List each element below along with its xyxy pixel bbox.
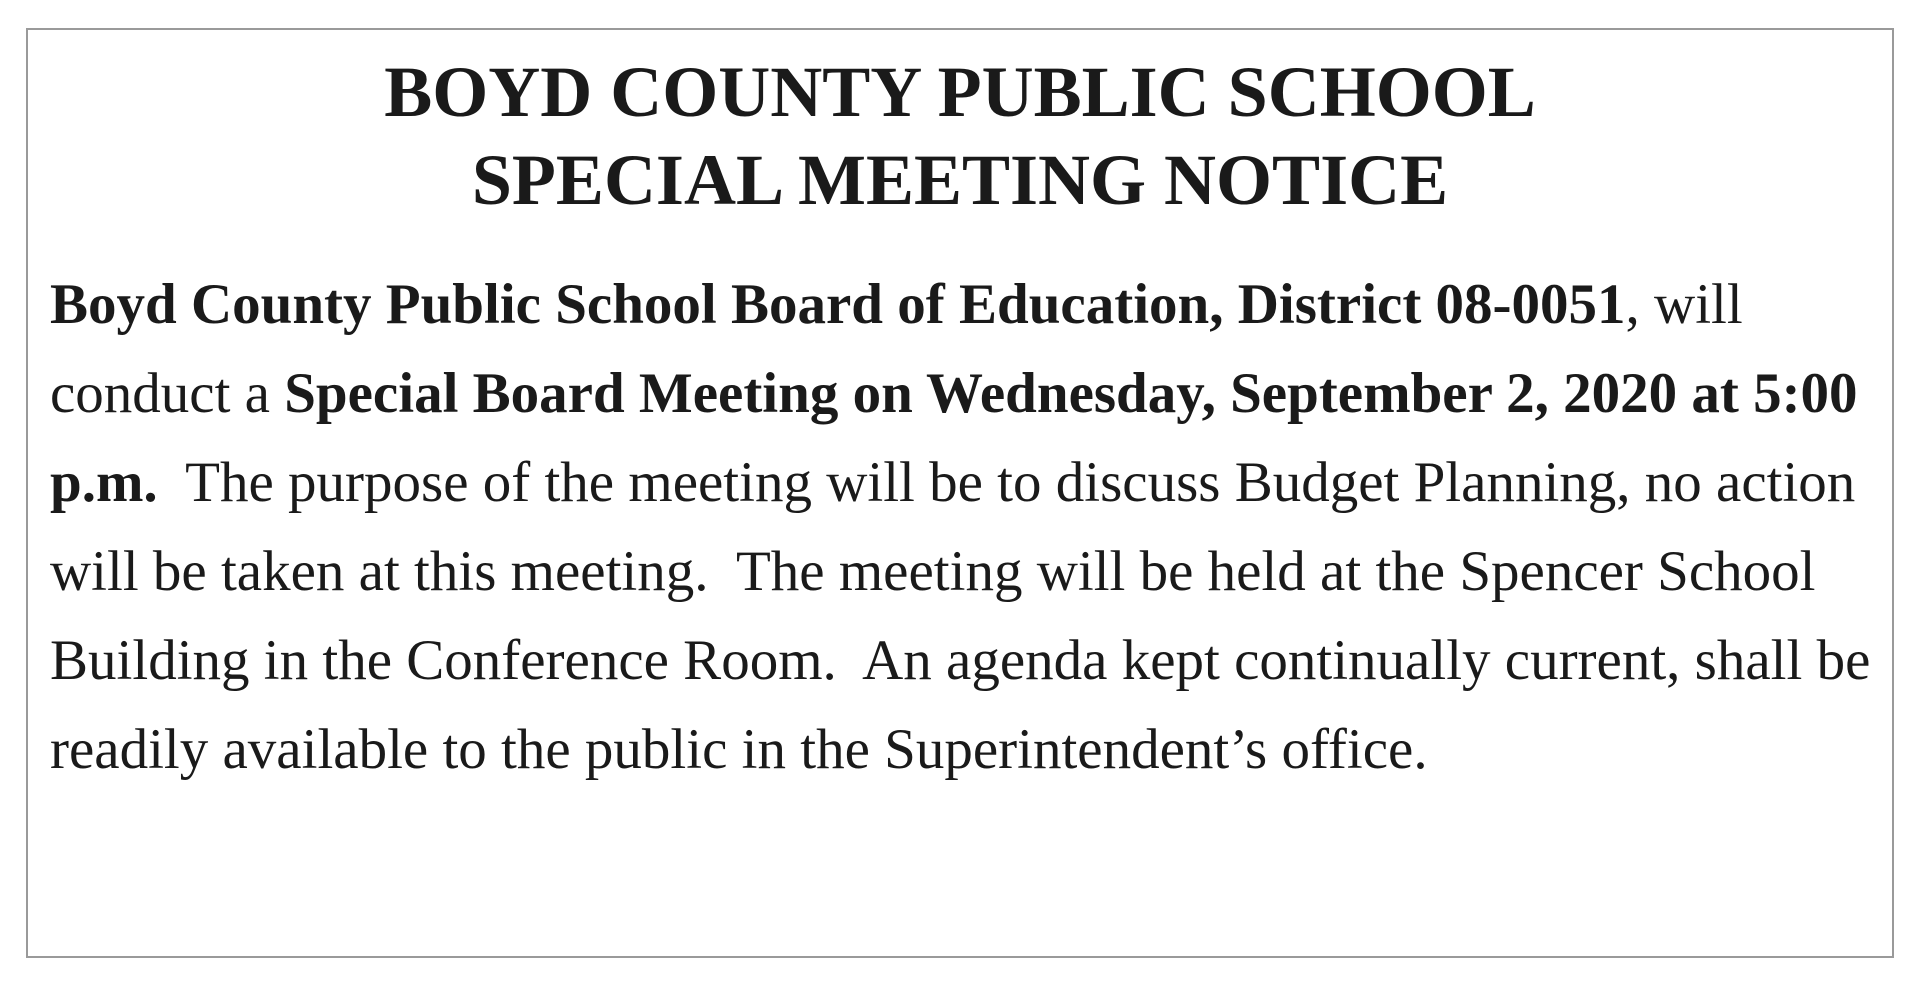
title-line-2: SPECIAL MEETING NOTICE [471,140,1449,220]
meeting-notice [26,28,1894,958]
title-line-1: BOYD COUNTY PUBLIC SCHOOL [384,52,1536,132]
notice-title [28,48,1892,224]
notice-body [50,260,1885,794]
purpose-text: The purpose of the meeting will be to discuss Budget Planning, no action will be taken at this meeting. The meeting will be held at the Spencer School Building in the Conference Room. An agenda kept continually current, shall be readily available to the public in the Superintendent’s office. [50,451,1885,781]
board-name: Boyd County Public School Board of Education, District 08-0051 [50,273,1626,336]
meeting-date-time: Special Board Meeting on Wednesday, September 2, 2020 at 5:00 p.m. [50,362,1858,514]
conduct-text: , will conduct a [50,273,1743,425]
